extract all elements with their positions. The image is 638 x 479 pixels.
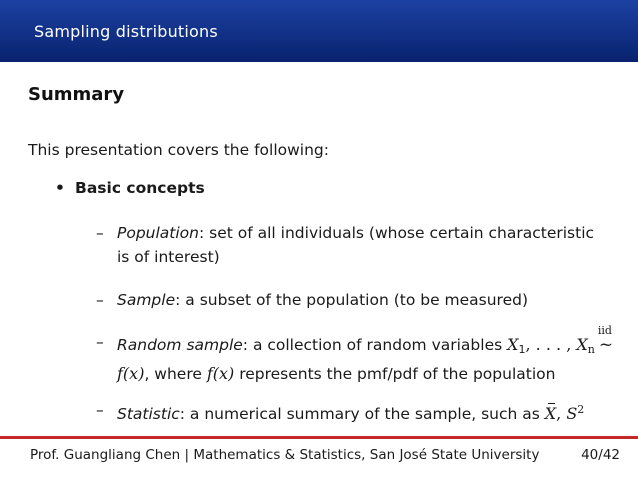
dash-marker: – [96, 401, 104, 419]
term-statistic: Statistic [117, 405, 180, 423]
population-text-line1: : set of all individuals (whose certain characteristic [199, 224, 595, 242]
math-dots: , . . . , [525, 335, 577, 354]
footer-divider [0, 436, 638, 439]
math-s: S [566, 404, 578, 423]
item-body [117, 324, 619, 386]
tilde-icon: ~ [598, 335, 614, 355]
dash-marker: – [96, 291, 104, 309]
term-random-sample: Random sample [117, 336, 243, 354]
dash-marker: – [96, 333, 104, 351]
section-title: Sampling distributions [34, 22, 218, 41]
footer-author: Prof. Guangliang Chen | Mathematics & Statistics, San José State University [30, 447, 540, 463]
slide-heading: Summary [28, 84, 125, 105]
page-number: 40/42 [581, 447, 620, 463]
math-xbar: X [545, 402, 556, 426]
term-population: Population [117, 224, 199, 242]
dash-marker: – [96, 224, 104, 242]
bullet-dot: • [55, 179, 65, 197]
math-sep: , [556, 404, 567, 423]
intro-text: This presentation covers the following: [28, 141, 329, 159]
random-sample-text-a: : a collection of random variables [242, 336, 508, 354]
math-sub-1: 1 [518, 343, 526, 356]
header-bar [0, 0, 638, 62]
item-body [117, 288, 528, 312]
random-sample-text-c: represents the pmf/pdf of the population [234, 365, 556, 383]
item-body [117, 221, 594, 269]
statistic-text: : a numerical summary of the sample, such as [179, 405, 545, 423]
item-body [117, 398, 584, 426]
math-f2-arg: (x) [212, 364, 235, 383]
iid-symbol [595, 324, 619, 355]
math-xn: X [576, 335, 588, 354]
math-sub-n: n [587, 343, 595, 356]
term-sample: Sample [117, 291, 176, 309]
random-sample-text-b: , where [144, 365, 207, 383]
population-text-line2: is of interest) [117, 248, 220, 266]
math-sup-2: 2 [577, 403, 585, 416]
iid-label: iid [597, 324, 612, 337]
math-x1: X [507, 335, 519, 354]
math-f2: f [206, 364, 213, 383]
bullet-basic-concepts [55, 179, 205, 197]
bullet-label: Basic concepts [75, 179, 205, 197]
sample-text: : a subset of the population (to be measured) [175, 291, 529, 309]
math-f1-arg: (x) [122, 364, 145, 383]
math-f1: f [117, 364, 123, 383]
